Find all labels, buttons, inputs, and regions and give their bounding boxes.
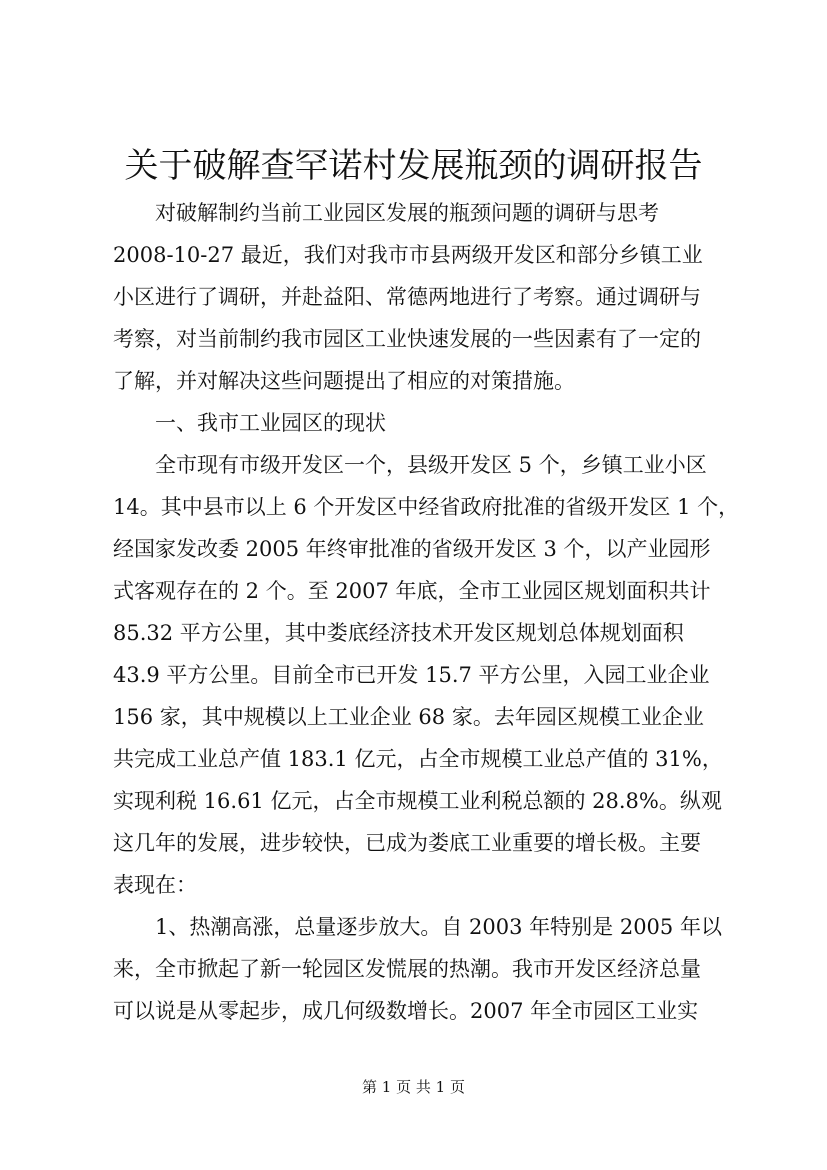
body-line-4: 考察，对当前制约我市园区工业快速发展的一些因素有了一定的 bbox=[113, 327, 701, 351]
body-line-12: 43.9 平方公里。目前全市已开发 15.7 平方公里，入园工业企业 bbox=[113, 663, 710, 687]
body-line-2: 2008-10-27 最近，我们对我市市县两级开发区和部分乡镇工业 bbox=[113, 243, 703, 267]
body-line-3: 小区进行了调研，并赴益阳、常德两地进行了考察。通过调研与 bbox=[113, 285, 701, 309]
body-line-16: 这几年的发展，进步较快，已成为娄底工业重要的增长极。主要 bbox=[113, 831, 701, 855]
body-line-14: 共完成工业总产值 183.1 亿元，占全市规模工业总产值的 31%， bbox=[113, 747, 723, 771]
body-line-20: 可以说是从零起步，成几何级数增长。2007 年全市园区工业实 bbox=[113, 999, 699, 1023]
section-heading: 一、我市工业园区的现状 bbox=[113, 411, 386, 435]
body-line-19: 来，全市掀起了新一轮园区发慌展的热潮。我市开发区经济总量 bbox=[113, 957, 701, 981]
body-line-11: 85.32 平方公里，其中娄底经济技术开发区规划总体规划面积 bbox=[113, 621, 684, 645]
body-line-7: 全市现有市级开发区一个，县级开发区 5 个，乡镇工业小区 bbox=[113, 453, 707, 477]
body-line-9: 经国家发改委 2005 年终审批准的省级开发区 3 个，以产业园形 bbox=[113, 537, 711, 561]
body-line-5: 了解，并对解决这些问题提出了相应的对策措施。 bbox=[113, 369, 575, 393]
body-line-13: 156 家，其中规模以上工业企业 68 家。去年园区规模工业企业 bbox=[113, 705, 704, 729]
body-line-18: 1、热潮高涨，总量逐步放大。自 2003 年特别是 2005 年以 bbox=[113, 915, 722, 939]
document-title: 关于破解查罕诺村发展瓶颈的调研报告 bbox=[124, 146, 703, 186]
body-line-10: 式客观存在的 2 个。至 2007 年底，全市工业园区规划面积共计 bbox=[113, 579, 711, 603]
body-line-1: 对破解制约当前工业园区发展的瓶颈问题的调研与思考 bbox=[113, 201, 659, 225]
page-footer: 第 1 页 共 1 页 bbox=[362, 1078, 465, 1096]
body-line-17: 表现在： bbox=[113, 873, 197, 897]
body-line-15: 实现利税 16.61 亿元，占全市规模工业利税总额的 28.8%。纵观 bbox=[113, 789, 722, 813]
body-line-8: 14。其中县市以上 6 个开发区中经省政府批准的省级开发区 1 个， bbox=[113, 495, 740, 519]
